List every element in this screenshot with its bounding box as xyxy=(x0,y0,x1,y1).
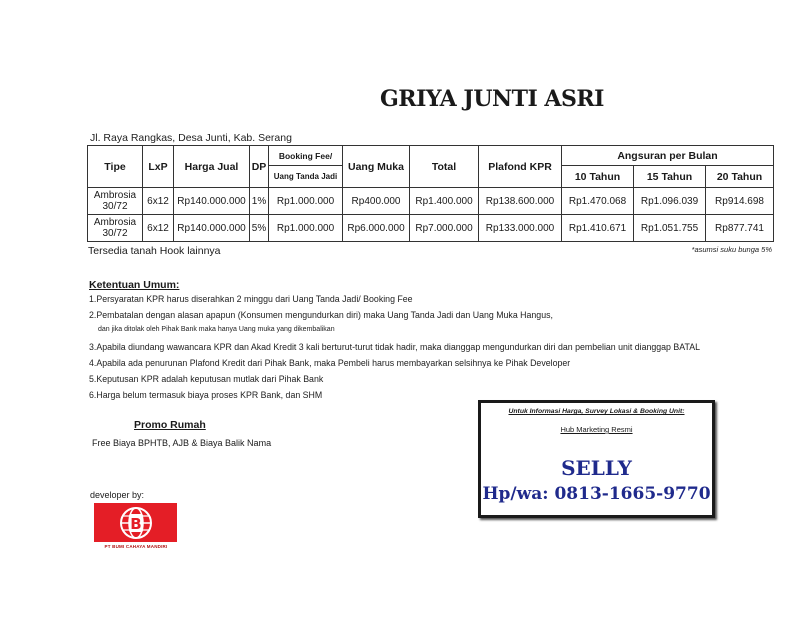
cell-uang-muka: Rp400.000 xyxy=(343,188,410,215)
contact-box xyxy=(478,400,715,518)
header-20-tahun: 20 Tahun xyxy=(706,166,774,188)
cell-harga-jual: Rp140.000.000 xyxy=(174,215,250,242)
cell-booking-fee: Rp1.000.000 xyxy=(269,188,343,215)
table-row xyxy=(88,215,774,242)
developer-logo xyxy=(94,503,177,542)
cell-10-tahun: Rp1.470.068 xyxy=(562,188,634,215)
cell-15-tahun: Rp1.051.755 xyxy=(634,215,706,242)
address: Jl. Raya Rangkas, Desa Junti, Kab. Serang xyxy=(90,132,292,144)
cell-tipe: Ambrosia 30/72 xyxy=(88,188,143,215)
terms-title: Ketentuan Umum: xyxy=(89,279,180,291)
header-lxp: LxP xyxy=(143,146,174,188)
contact-info-heading: Untuk Informasi Harga, Survey Lokasi & Booking Unit: xyxy=(508,408,685,415)
cell-dp: 5% xyxy=(250,215,269,242)
price-table xyxy=(87,145,774,242)
term-item: 1.Persyaratan KPR harus diserahkan 2 minggu dari Uang Tanda Jadi/ Booking Fee xyxy=(89,294,413,304)
cell-total: Rp7.000.000 xyxy=(410,215,479,242)
hook-note: Tersedia tanah Hook lainnya xyxy=(88,245,221,257)
header-15-tahun: 15 Tahun xyxy=(634,166,706,188)
svg-text:B: B xyxy=(129,514,142,533)
page-title: GRIYA JUNTI ASRI xyxy=(380,86,604,112)
cell-plafond: Rp138.600.000 xyxy=(479,188,562,215)
cell-tipe: Ambrosia 30/72 xyxy=(88,215,143,242)
cell-lxp: 6x12 xyxy=(143,188,174,215)
cell-uang-muka: Rp6.000.000 xyxy=(343,215,410,242)
header-tipe: Tipe xyxy=(88,146,143,188)
header-dp: DP xyxy=(250,146,269,188)
header-10-tahun: 10 Tahun xyxy=(562,166,634,188)
term-item: 5.Keputusan KPR adalah keputusan mutlak dari Pihak Bank xyxy=(89,374,324,384)
cell-lxp: 6x12 xyxy=(143,215,174,242)
header-booking-fee: Booking Fee/ xyxy=(269,146,343,166)
developer-name: PT BUMI CAHAYA MANDIRI xyxy=(104,544,168,549)
interest-note: *asumsi suku bunga 5% xyxy=(691,245,772,254)
header-uang-muka: Uang Muka xyxy=(343,146,410,188)
header-total: Total xyxy=(410,146,479,188)
term-item: 2.Pembatalan dengan alasan apapun (Konsumen mengundurkan diri) maka Uang Tanda Jadi dan Uang Muka Hangus, xyxy=(89,310,553,320)
cell-plafond: Rp133.000.000 xyxy=(479,215,562,242)
contact-phone: Hp/wa: 0813-1665-9770 xyxy=(482,484,711,504)
term-item: 4.Apabila ada penurunan Plafond Kredit dari Pihak Bank, maka Pembeli harus membayarkan selsihnya ke Pihak Developer xyxy=(89,358,571,368)
promo-text: Free Biaya BPHTB, AJB & Biaya Balik Nama xyxy=(92,438,272,448)
cell-dp: 1% xyxy=(250,188,269,215)
cell-booking-fee: Rp1.000.000 xyxy=(269,215,343,242)
header-angsuran: Angsuran per Bulan xyxy=(562,146,774,166)
cell-15-tahun: Rp1.096.039 xyxy=(634,188,706,215)
cell-20-tahun: Rp914.698 xyxy=(706,188,774,215)
header-booking-fee-sub: Uang Tanda Jadi xyxy=(269,166,343,188)
table-row xyxy=(88,188,774,215)
globe-b-logo-icon xyxy=(119,506,153,540)
term-item: 3.Apabila diundang wawancara KPR dan Akad Kredit 3 kali berturut-turut tidak hadir, maka dianggap mengundurkan diri dan pembelian unit dianggap BATAL xyxy=(89,342,700,352)
header-harga-jual: Harga Jual xyxy=(174,146,250,188)
term-item-sub: dan jika ditolak oleh Pihak Bank maka hanya Uang muka yang dikembalikan xyxy=(98,326,335,333)
contact-name: SELLY xyxy=(561,456,632,480)
promo-title: Promo Rumah xyxy=(134,419,206,431)
term-item: 6.Harga belum termasuk biaya proses KPR Bank, dan SHM xyxy=(89,390,323,400)
cell-harga-jual: Rp140.000.000 xyxy=(174,188,250,215)
cell-20-tahun: Rp877.741 xyxy=(706,215,774,242)
contact-subheading: Hub Marketing Resmi xyxy=(560,425,633,434)
cell-total: Rp1.400.000 xyxy=(410,188,479,215)
header-plafond: Plafond KPR xyxy=(479,146,562,188)
developer-label: developer by: xyxy=(90,490,145,500)
cell-10-tahun: Rp1.410.671 xyxy=(562,215,634,242)
